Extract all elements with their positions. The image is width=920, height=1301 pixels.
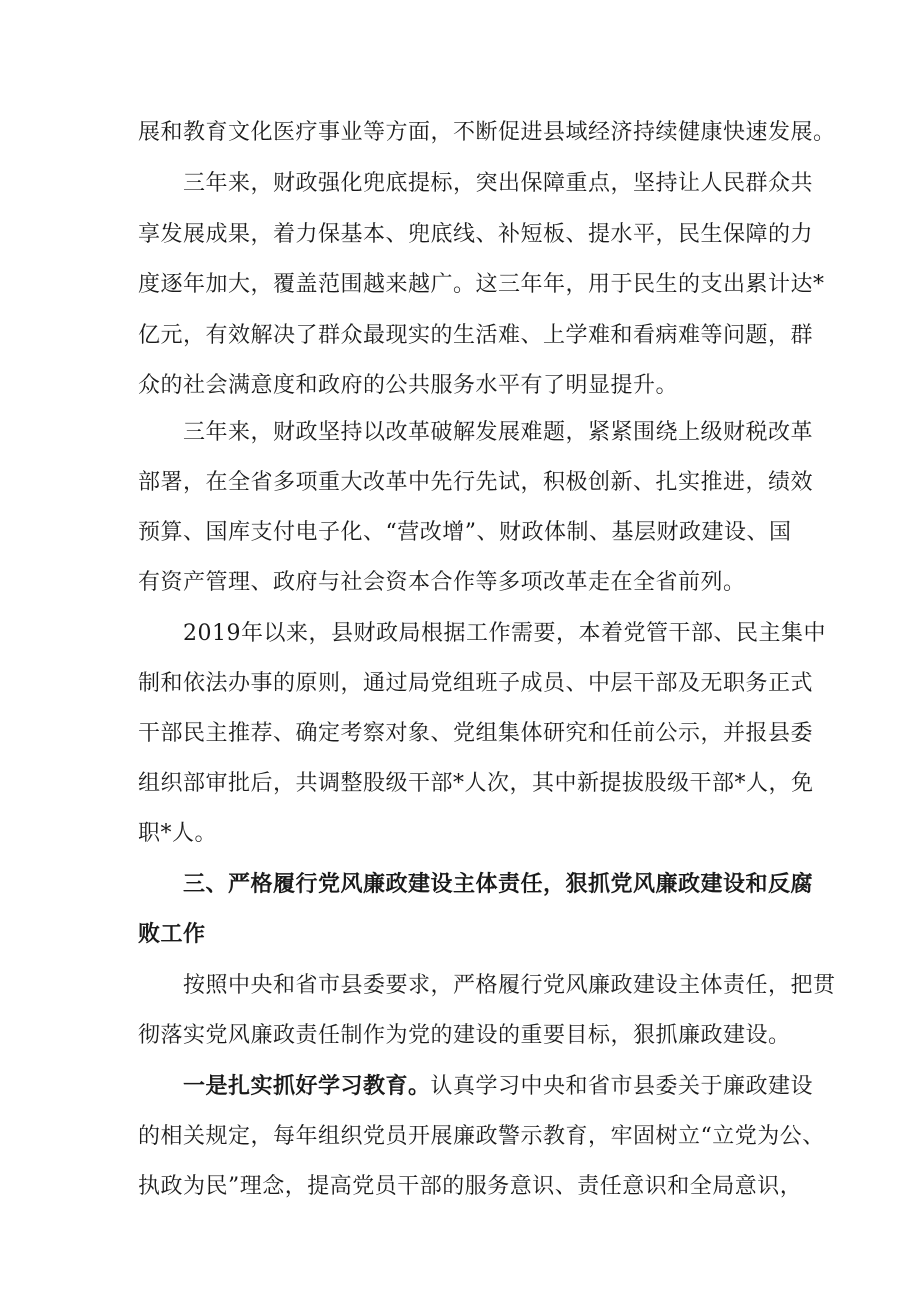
- paragraph-line: 2019年以来，县财政局根据工作需要，本着党管干部、民主集中: [183, 621, 826, 646]
- paragraph-line: 部署，在全省多项重大改革中先行先试，积极创新、扎实推进，绩效: [138, 470, 814, 495]
- paragraph-line: 制和依法办事的原则，通过局党组班子成员、中层干部及无职务正式: [138, 671, 814, 696]
- paragraph-line: 职*人。: [138, 821, 218, 846]
- paragraph-line: 三年来，财政强化兜底提标，突出保障重点，坚持让人民群众共: [183, 171, 814, 196]
- section-heading: 三、严格履行党风廉政建设主体责任，狠抓党风廉政建设和反腐: [183, 872, 814, 897]
- paragraph-line: [183, 1072, 813, 1102]
- paragraph-line: 三年来，财政坚持以改革破解发展难题，紧紧围绕上级财税改革: [183, 420, 814, 445]
- paragraph-line: 众的社会满意度和政府的公共服务水平有了明显提升。: [138, 373, 679, 398]
- paragraph-line: 彻落实党风廉政责任制作为党的建设的重要目标，狠抓廉政建设。: [138, 1023, 791, 1048]
- paragraph-line: 度逐年加大，覆盖范围越来越广。这三年年，用于民生的支出累计达*: [138, 272, 825, 297]
- paragraph-line: 预算、国库支付电子化、“营改增”、财政体制、基层财政建设、国: [138, 520, 792, 545]
- paragraph-line: 亿元，有效解决了群众最现实的生活难、上学难和看病难等问题，群: [138, 323, 814, 348]
- paragraph-line: 干部民主推荐、确定考察对象、党组集体研究和任前公示，并报县委: [138, 721, 814, 746]
- paragraph-line: 享发展成果，着力保基本、兜底线、补短板、提水平，民生保障的力: [138, 222, 814, 247]
- paragraph-line: 执政为民”理念，提高党员干部的服务意识、责任意识和全局意识，: [138, 1174, 803, 1199]
- paragraph-lead: 一是扎实抓好学习教育。: [183, 1074, 431, 1099]
- section-heading: 败工作: [138, 922, 206, 947]
- paragraph-text: 认真学习中央和省市县委关于廉政建设: [430, 1074, 814, 1099]
- paragraph-line: 按照中央和省市县委要求，严格履行党风廉政建设主体责任，把贯: [183, 973, 836, 998]
- paragraph-line: 有资产管理、政府与社会资本合作等多项改革走在全省前列。: [138, 570, 746, 595]
- paragraph-line: 展和教育文化医疗事业等方面，不断促进县域经济持续健康快速发展。: [138, 120, 836, 145]
- paragraph-line: 组织部审批后，共调整股级干部*人次，其中新提拔股级干部*人，免: [138, 771, 814, 796]
- paragraph-line: 的相关规定，每年组织党员开展廉政警示教育，牢固树立“立党为公、: [138, 1124, 825, 1149]
